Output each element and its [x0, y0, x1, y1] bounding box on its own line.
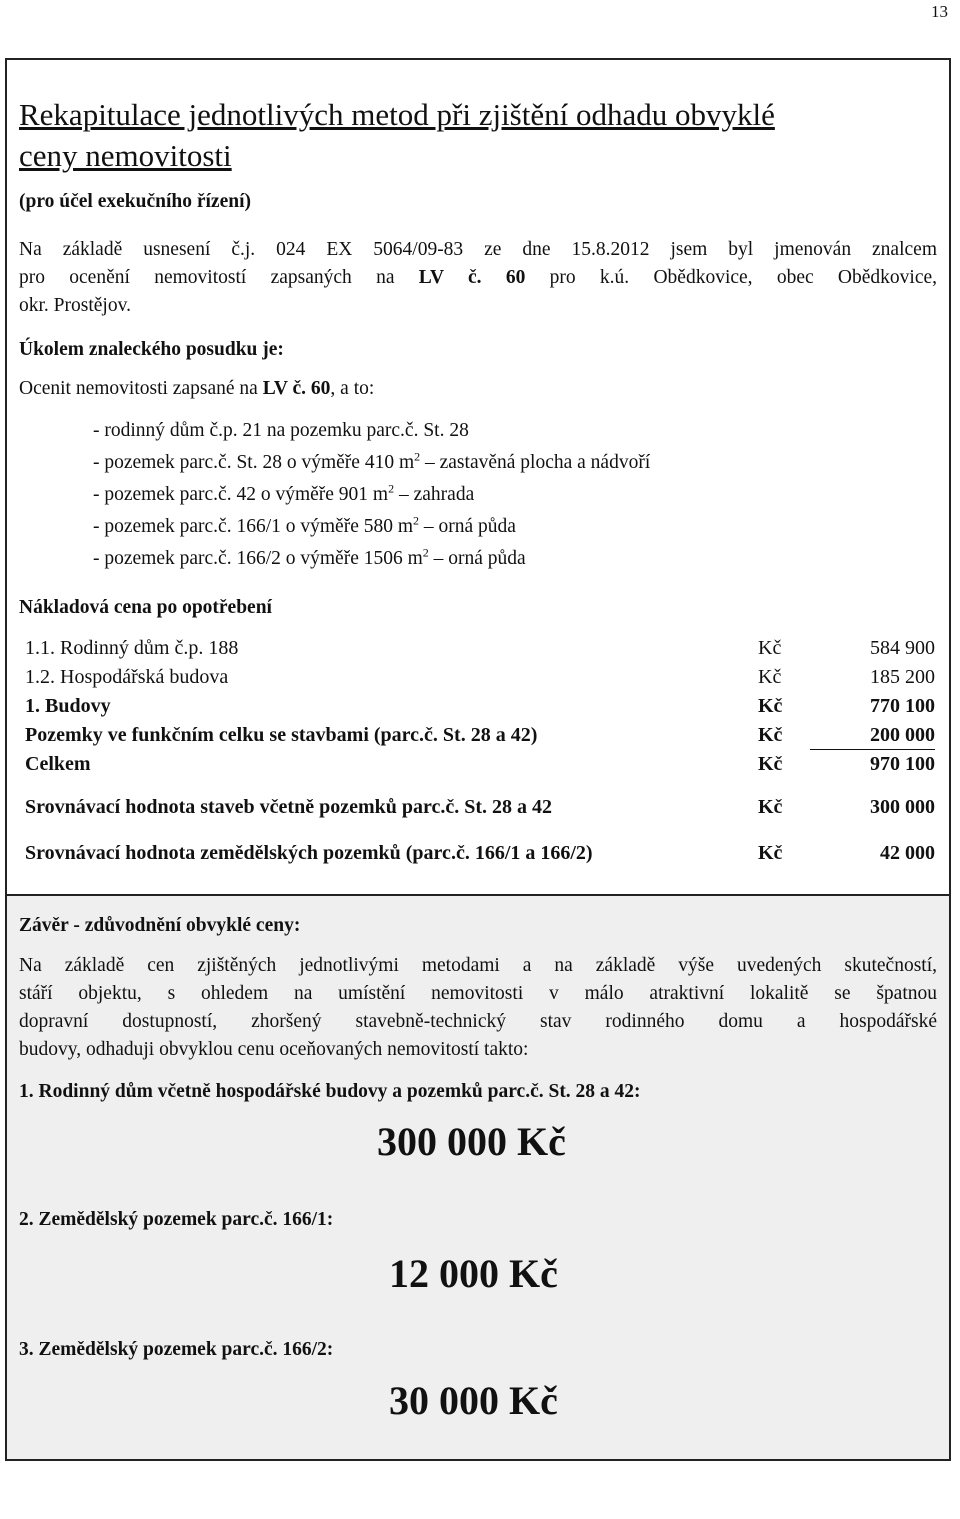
cost-row-amount: 200 000: [810, 721, 935, 750]
comparative-row-currency: Kč: [758, 796, 783, 818]
result-value: 30 000 Kč: [389, 1378, 558, 1423]
intro-line-2-rest: pro k.ú. Obědkovice, obec Obědkovice,: [549, 267, 938, 288]
area-unit-superscript: 2: [422, 545, 429, 560]
property-list-item: [93, 513, 516, 541]
area-unit-superscript: 2: [414, 449, 421, 464]
conclusion-paragraph: [19, 952, 937, 1064]
comparative-row: [25, 793, 935, 821]
property-item-usage: – zahrada: [394, 484, 475, 505]
summary-section: [5, 58, 951, 896]
page-number: 13: [931, 2, 948, 21]
cost-row: [25, 634, 935, 662]
intro-paragraph: [19, 236, 937, 320]
cost-heading: Nákladová cena po opotřebení: [19, 597, 272, 618]
cost-row-label: 1.2. Hospodářská budova: [25, 666, 229, 688]
result-value: 300 000 Kč: [377, 1119, 566, 1164]
comparative-row-amount: 42 000: [880, 842, 935, 864]
cost-row-currency: Kč: [758, 724, 783, 746]
page-subtitle: (pro účel exekučního řízení): [19, 191, 251, 212]
cost-row-label: 1. Budovy: [25, 695, 111, 717]
property-list-item: [93, 417, 469, 445]
property-item-text: - pozemek parc.č. 166/2 o výměře 1506 m: [93, 548, 423, 569]
intro-line-1: Na základě usnesení č.j. 024 EX 5064/09-83 ze dne 15.8.2012 jsem byl jmenován znalcem: [19, 239, 937, 260]
result-label: 3. Zemědělský pozemek parc.č. 166/2:: [19, 1339, 334, 1360]
comparative-row-label: Srovnávací hodnota staveb včetně pozemků parc.č. St. 28 a 42: [25, 796, 553, 818]
property-item-text: - pozemek parc.č. St. 28 o výměře 410 m: [93, 452, 415, 473]
conclusion-line: stáří objektu, s ohledem na umístění nemovitosti v málo atraktivní lokalitě se špatnou: [19, 983, 937, 1004]
property-list-item: [93, 545, 526, 573]
area-unit-superscript: 2: [413, 513, 420, 528]
conclusion-line: dopravní dostupností, zhoršený stavebně-technický stav rodinného domu a hospodářské: [19, 1011, 937, 1032]
conclusion-section: [5, 896, 951, 1461]
cost-row: [25, 663, 935, 691]
property-item-usage: – orná půda: [428, 548, 526, 569]
comparative-row-label: Srovnávací hodnota zemědělských pozemků (parc.č. 166/1 a 166/2): [25, 842, 593, 864]
comparative-row-currency: Kč: [758, 842, 783, 864]
conclusion-line: Na základě cen zjištěných jednotlivými metodami a na základě výše uvedených skutečností,: [19, 955, 937, 976]
conclusion-heading: Závěr - zdůvodnění obvyklé ceny:: [19, 915, 301, 936]
property-item-text: - pozemek parc.č. 42 o výměře 901 m: [93, 484, 389, 505]
cost-row-land: [25, 721, 935, 749]
result-label: 2. Zemědělský pozemek parc.č. 166/1:: [19, 1209, 334, 1230]
intro-line-3: okr. Prostějov.: [19, 295, 131, 316]
task-lv-number: LV č. 60: [262, 378, 331, 399]
intro-line-2-text: pro ocenění nemovitostí zapsaných na: [19, 267, 395, 288]
cost-row-currency: Kč: [758, 666, 782, 688]
intro-line-2: [19, 264, 937, 292]
result-label: 1. Rodinný dům včetně hospodářské budovy a pozemků parc.č. St. 28 a 42:: [19, 1081, 641, 1102]
property-item-usage: – zastavěná plocha a nádvoří: [420, 452, 651, 473]
property-list-item: [93, 449, 650, 477]
comparative-row-amount: 300 000: [870, 796, 935, 818]
result-value: 12 000 Kč: [389, 1251, 558, 1296]
page-title-line2: ceny nemovitosti: [19, 138, 232, 173]
task-text-end: , a to:: [330, 378, 375, 399]
property-item-text: - pozemek parc.č. 166/1 o výměře 580 m: [93, 516, 414, 537]
task-heading: Úkolem znaleckého posudku je:: [19, 339, 284, 360]
cost-row-label: 1.1. Rodinný dům č.p. 188: [25, 637, 239, 659]
cost-row-label: Pozemky ve funkčním celku se stavbami (parc.č. St. 28 a 42): [25, 724, 538, 746]
intro-lv-number: LV č. 60: [418, 267, 526, 288]
cost-row-amount: 770 100: [870, 695, 935, 717]
cost-row-currency: Kč: [758, 753, 783, 775]
cost-row-amount: 584 900: [870, 637, 935, 659]
property-item-text: - rodinný dům č.p. 21 na pozemku parc.č. St. 28: [93, 420, 469, 441]
page-title-line1: Rekapitulace jednotlivých metod při zjištění odhadu obvyklé: [19, 97, 775, 132]
task-text-main: Ocenit nemovitosti zapsané na: [19, 378, 258, 399]
comparative-row: [25, 839, 935, 867]
cost-row-total: [25, 750, 935, 778]
task-text: [19, 375, 937, 403]
area-unit-superscript: 2: [388, 481, 395, 496]
cost-row-currency: Kč: [758, 695, 783, 717]
property-item-usage: – orná půda: [419, 516, 516, 537]
cost-row-currency: Kč: [758, 637, 782, 659]
property-list-item: [93, 481, 474, 509]
cost-row-amount: 970 100: [870, 753, 935, 775]
cost-row-label: Celkem: [25, 753, 91, 775]
cost-row-buildings: [25, 692, 935, 720]
conclusion-line: budovy, odhaduji obvyklou cenu oceňovaných nemovitostí takto:: [19, 1039, 529, 1060]
cost-row-amount: 185 200: [870, 666, 935, 688]
